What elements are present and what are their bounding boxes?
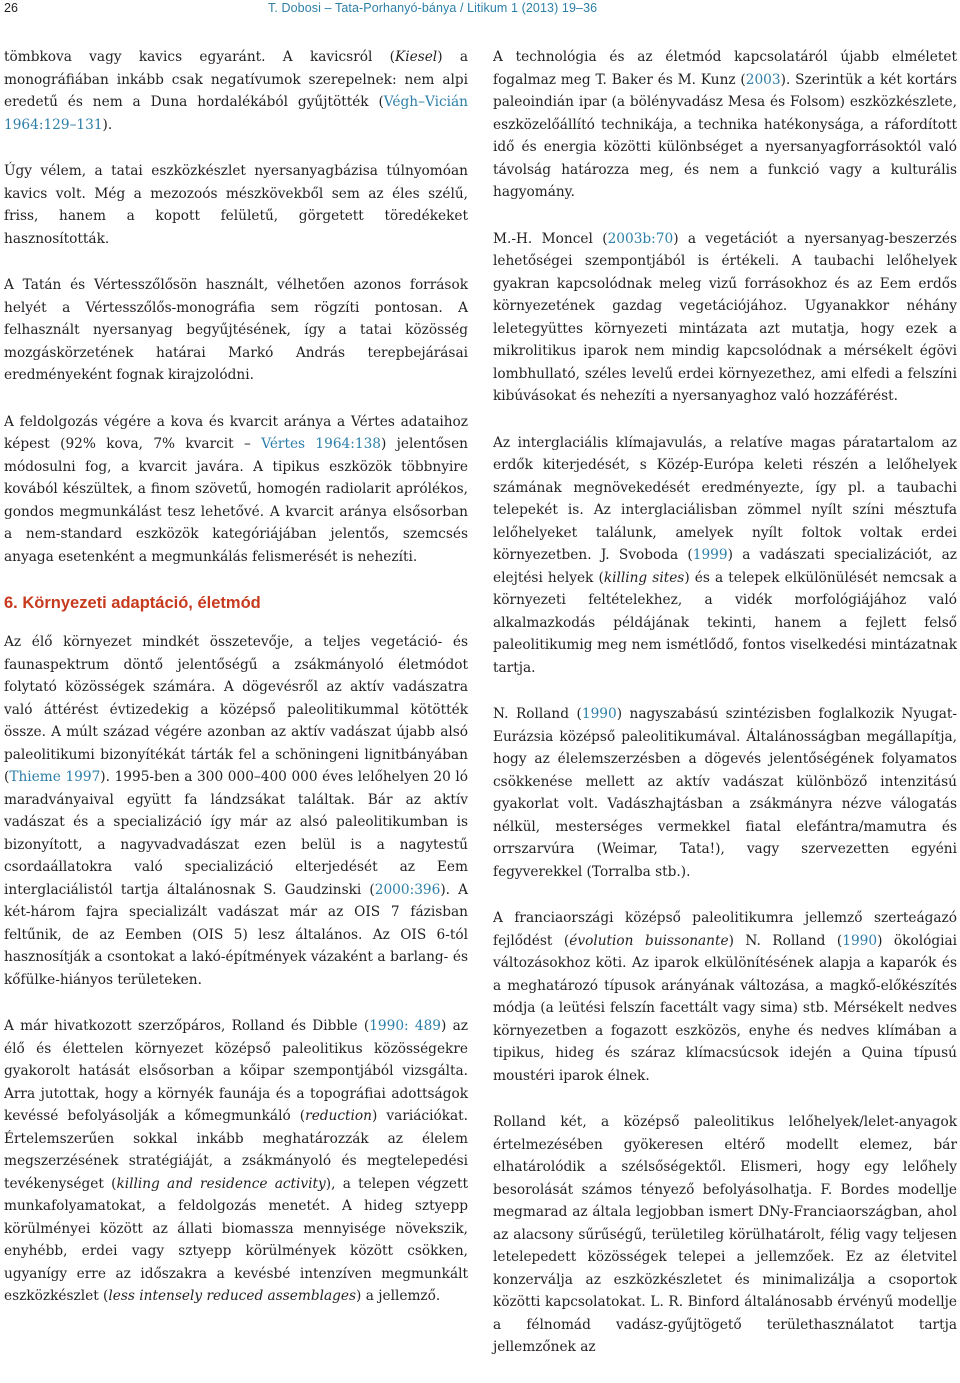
citation-link[interactable]: 1999 [692, 547, 728, 563]
paragraph-kavics: tömbkova vagy kavics egyaránt. A kavicsról (Kiesel) a monográfiában inkább csak negatívumok szerepelnek: nem alpi eredetű és nem a Duna hordalékából gyűjtötték (Végh–Vicián 1964:129–131). [4, 49, 468, 133]
paragraph-rolland-dibble: A már hivatkozott szerzőpáros, Rolland és Dibble (1990: 489) az élő és élettelen környezet középső paleolitikus közösségekre gyakorolt hatását elsősorban a kőipar szempontjából vizsgálta. Arra jutottak, hogy a környék faunája és a topográfiai adottságok kevéssé befolyásolják a kőmegmunkáló (reduction) variációkat. Értelemszerűen sokkal inkább meghatározzák az élelem megszerzésének stratégiáját, a zsákmányoló és megtelepedési tevékenységet (killing and residence activity), a telepen végzett munkafolyamatokat, a feldolgozás menetét. A hideg sztyepp körülményei között az állati biomassza mennyisége növekszik, enyhébb, erdei vagy sztyepp körülmények között csökken, ugyanígy erre az időszakra a kevésbé intenzíven megmunkált eszközkészlet (less intensely reduced assemblages) a jellemző. [4, 1018, 468, 1304]
citation-link[interactable]: Vértes 1964:138 [261, 436, 381, 452]
paragraph-moncel: M.-H. Moncel (2003b:70) a vegetációt a nyersanyag-beszerzés lehetőségei szempontjából is értékeli. A taubachi lelőhelyek gyakran kapcsolódnak meleg vizű forrásokhoz és az Eem erdős környezetének gazdag vegetációjához. Ugyanakkor néhány leletegyüttes környezeti mintázata azt mutatja, hogy ezek a mikrolitikus iparok nem mindig kapcsolódnak a mérsékelt égövi lombhullató, széles levelű erdei környezethez, ami elfedi a felszíni kibúvásokat és nehezíti a nyersanyaghoz való hozzáférést. [493, 230, 957, 404]
paragraph-interglacialis: Az interglaciális klímajavulás, a relatíve magas páratartalom az erdők kiterjedését, s Közép-Európa keleti részén a lelőhelyek számának megnövekedését eredményezte, így pl. a taubachi telepekét is. Az interglaciálisban zömmel nyílt színi mésztufa lelőhelyeket találunk, amelyek nyílt foltok voltak erdei környezetben. J. Svoboda (1999) a vadászati specializációt, az elejtési helyek (killing sites) és a telepek elkülönülését nemcsak a környezeti feltételekhez, a vidék morfológiájához való alkalmazkodás példájának tekinti, hanem a fejlett felső paleolitikumig meg nem ismétlődő, fontos viselkedési mintázatnak tartja. [493, 434, 957, 676]
citation-link[interactable]: 2000:396 [374, 881, 441, 898]
right-column [493, 46, 957, 1383]
citation-link[interactable]: 2003 [745, 71, 781, 88]
paragraph-kornyezet: Az élő környezet mindkét összetevője, a teljes vegetáció- és faunaspektrum döntő jelentőségű a zsákmányoló életmódot folytató közösségek számára. A dögevésről az aktív vadászatra való áttérést évtizedekig a középső paleolitikummal kötötték össze. A múlt század végére azonban az aktív vadászat újabb alsó paleolitikumi bizonyítékát tárták fel a schöningeni lignitbányában (Thieme 1997). 1995-ben a 300 000–400 000 éves lelőhelyen 20 ló maradványaival együtt fa lándzsákat találtak. Bár az aktív vadászat és a specializáció így már az alsó paleolitikumban is bizonyított, a nagyvadvadászat ezen belül is a nagytestű csordaállatokra való specializáció elterjedését az Eem interglaciálistól tartja általánosnak S. Gaudzinski (2000:396). A két-három fajra specializált vadászat már az OIS 7 fázisban feltűnik, de az Eemben (OIS 5) lesz általános. Az OIS 6-tól hasznosítják a csontokat a lakó-építmények vázaként a barlang- és kőfülke-hiányos területeken. [4, 634, 468, 988]
paragraph-technologia: A technológia és az életmód kapcsolatáról újabb elméletet fogalmaz meg T. Baker és M. Kunz (2003). Szerintük a két kortárs paleoindián ipar (a bölényvadász Mesa és Folsom) eszközkészlete, eszközelőállító technikája, a technika hatékonysága, a ráfordított idő és energia közötti különbséget a nyersanyagforrásoktól való távolság határozza meg, és nem a funkció vagy a kulturális hagyomány. [493, 49, 957, 200]
paragraph-rolland-szintezis: N. Rolland (1990) nagyszabású szintézisben foglalkozik Nyugat-Eurázsia középső paleolitikumával. Általánosságban megállapítja, hogy az élelemszerzésben a dögevés jelentőségének folyamatos csökkenése mellett az aktív vadászat különböző intenzitású gyakorlat volt. Vadászhajtásban a zsákmányra nézve válogatás nélkül, mesterséges vermekkel fiatal elefántra/mamutra és orrszarvúra (Weimar, Tata!), vagy szervezetten egyéni fegyverekkel (Torralba stb.). [493, 706, 957, 880]
page-number: 26 [4, 1, 18, 15]
citation-link[interactable]: Végh–Vicián 1964:129–131 [4, 94, 468, 133]
citation-link[interactable]: 1990: 489 [369, 1018, 442, 1034]
running-header [0, 0, 960, 16]
paragraph-rolland-modellek: Rolland két, a középső paleolitikus lelőhelyek/lelet-anyagok értelmezésében gyökeresen eltérő modellt elemez, bár elhatárolódik a szélsőségektől. Elismeri, hogy egy lelőhely besorolását számos tényező befolyásolhatja. F. Bordes modellje megmarad az általa legjobban ismert DNy-Franciaországban, ahol az alacsony sűrűségű, területileg körülhatárolt, félig vagy teljesen letelepedett közösségek telepei a jellemzőek. Ez az életvitel konzerválja az eszközkészletet és minimalizálja a csoportok közötti kapcsolatokat. L. R. Binford általánosabb érvényű modellje a félnomád vadász-gyűjtögető területhasználatot tartja jellemzőnek az [493, 1114, 957, 1355]
citation-link[interactable]: Thieme 1997 [9, 769, 101, 785]
section-heading: 6. Környezeti adaptáció, életmód [4, 594, 261, 612]
paragraph-nyersanyagbazis: Úgy vélem, a tatai eszközkészlet nyersanyagbázisa túlnyomóan kavics volt. Még a mezozoós mészkövekből sem az éles szélű, friss, hanem a kopott felületű, görgetett töredékeket hasznosították. [4, 163, 468, 247]
paragraph-franciaorszagi: A franciaországi középső paleolitikumra jellemző szerteágazó fejlődést (évolution buissonante) N. Rolland (1990) ökológiai változásokhoz köti. Az iparok elkülönítésének alapja a kaparók és a meghatározó típusok arányának változása, a magkő-előkészítés módja (a leütési felszín facettált vagy sima) stb. Mérsékelt nedves környezetben a fogazott eszközös, enyhe és nedves klímában a tipikus, hideg és száraz klímacsúcsok idején a Quina típusú moustéri iparok élnek. [493, 910, 957, 1084]
paragraph-feldolgozas: A feldolgozás végére a kova és kvarcit aránya a Vértes adataihoz képest (92% kova, 7% kvarcit – Vértes 1964:138) jelentősen módosulni fog, a kvarcit javára. A tipikus eszközök többnyire kovából készültek, a finom szövetű, homogén radiolarit aprólékos, gondos megmunkálást tesz lehetővé. A kvarcit aránya elsősorban a nem-standard eszközök kategóriájában jelentős, szemcsés anyaga esetenként a megmunkálás felismerését is nehezíti. [4, 413, 468, 565]
paragraph-forrasok: A Tatán és Vértesszőlősön használt, vélhetően azonos források helyét a Vértesszőlős-monográfia sem rögzíti pontosan. A felhasznált nyersanyag begyűjtésének, így a tatai közösség mozgáskörzetének határai Markó András terepbejárásai eredményeként fognak kirajzolódni. [4, 277, 468, 383]
running-title: T. Dobosi – Tata-Porhanyó-bánya / Litikum 1 (2013) 19–36 [268, 1, 598, 15]
citation-link[interactable]: 1990 [842, 932, 878, 949]
citation-link[interactable]: 2003b:70 [607, 230, 674, 247]
citation-link[interactable]: 1990 [581, 706, 617, 722]
left-column [4, 46, 468, 1332]
